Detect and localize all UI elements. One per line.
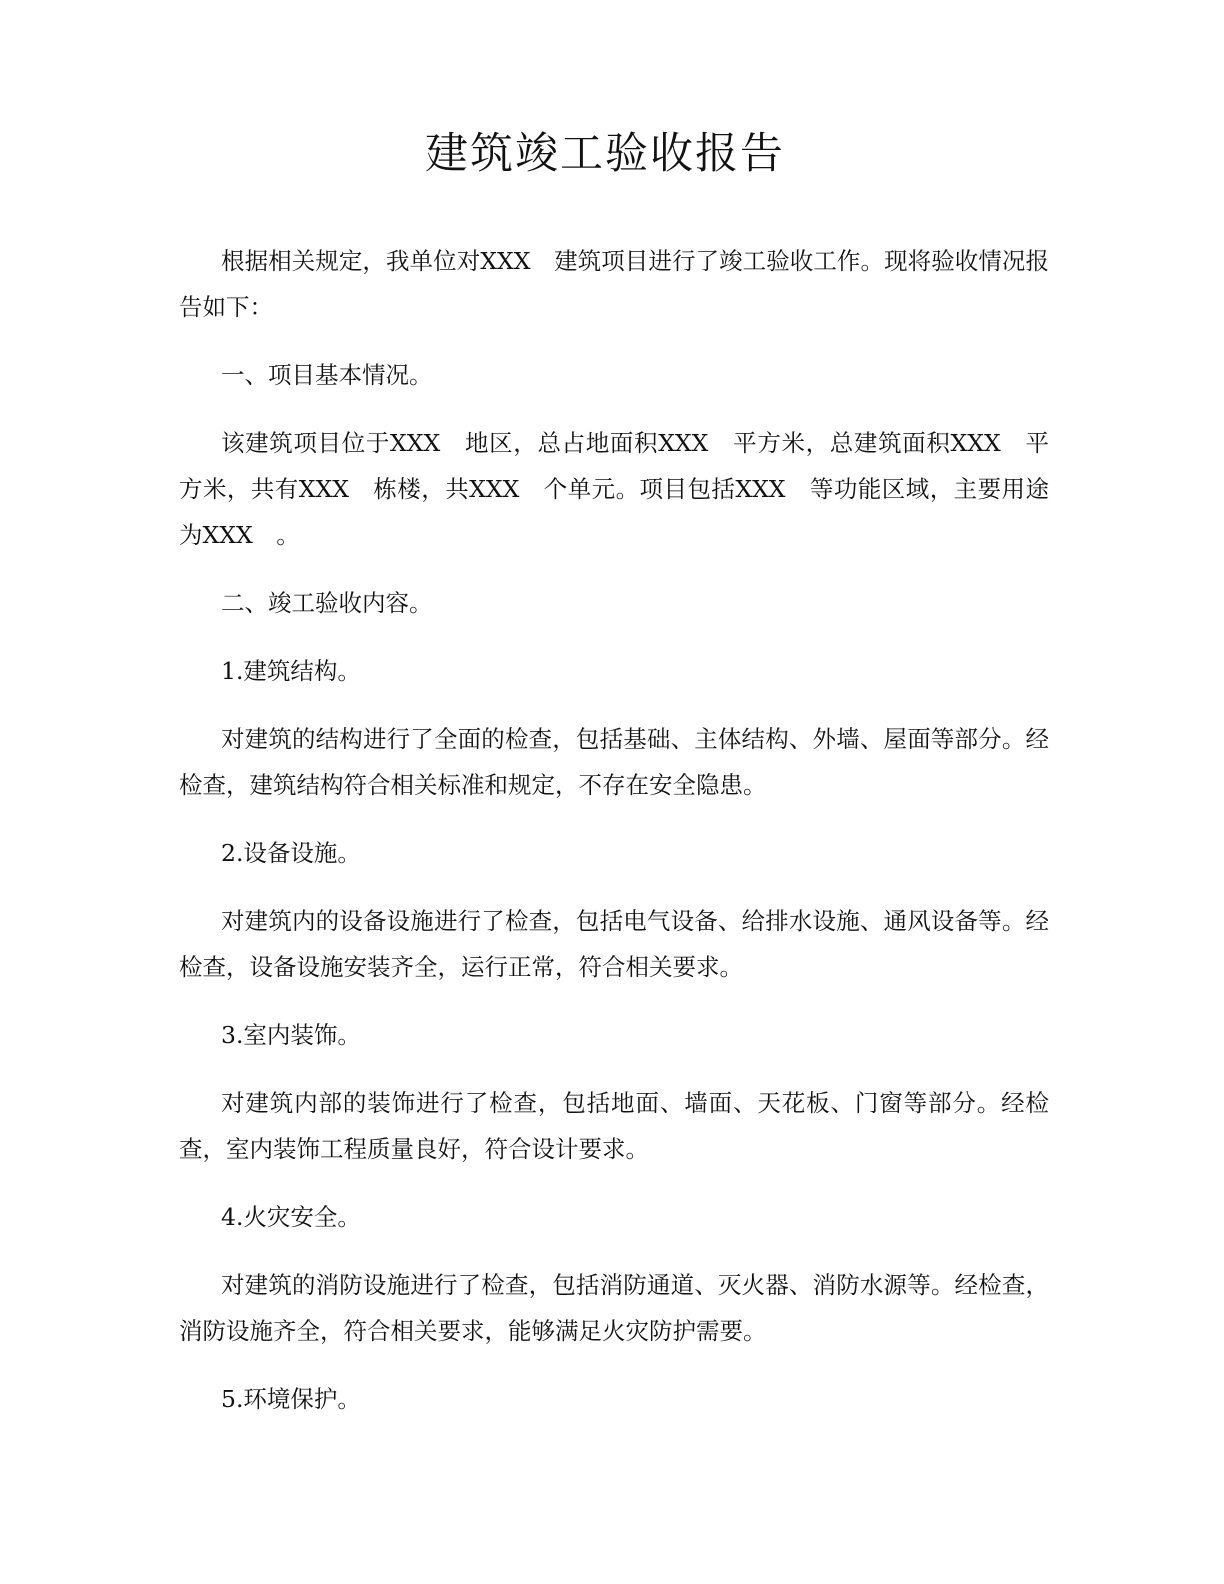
heading-structure: 1.建筑结构。 — [221, 657, 361, 685]
paragraph-fire-safety: 对建筑的消防设施进行了检查，包括消防通道、灭火器、消防水源等。经检查，消防设施齐全，符合相关要求，能够满足火灾防护需要。 — [179, 1271, 1049, 1345]
heading-interior: 3.室内装饰。 — [221, 1021, 361, 1049]
document-title: 建筑竣工验收报告 — [425, 129, 785, 179]
heading-section-1: 一、项目基本情况。 — [221, 361, 433, 389]
heading-fire-safety: 4.火灾安全。 — [221, 1203, 361, 1231]
heading-environment: 5.环境保护。 — [221, 1385, 361, 1413]
heading-equipment: 2.设备设施。 — [221, 839, 361, 867]
paragraph-project-overview: 该建筑项目位于XXX 地区，总占地面积XXX 平方米，总建筑面积XXX 平方米，共有XXX 栋楼，共XXX 个单元。项目包括XXX 等功能区域，主要用途为XXX 。 — [179, 429, 1049, 549]
heading-section-2: 二、竣工验收内容。 — [221, 589, 433, 617]
paragraph-structure: 对建筑的结构进行了全面的检查，包括基础、主体结构、外墙、屋面等部分。经检查，建筑结构符合相关标准和规定，不存在安全隐患。 — [179, 725, 1049, 799]
paragraph-interior: 对建筑内部的装饰进行了检查，包括地面、墙面、天花板、门窗等部分。经检查，室内装饰工程质量良好，符合设计要求。 — [179, 1089, 1049, 1163]
paragraph-equipment: 对建筑内的设备设施进行了检查，包括电气设备、给排水设施、通风设备等。经检查，设备设施安装齐全，运行正常，符合相关要求。 — [179, 907, 1049, 981]
document-body — [179, 238, 1049, 1422]
paragraph-intro: 根据相关规定，我单位对XXX 建筑项目进行了竣工验收工作。现将验收情况报告如下： — [179, 247, 1049, 321]
